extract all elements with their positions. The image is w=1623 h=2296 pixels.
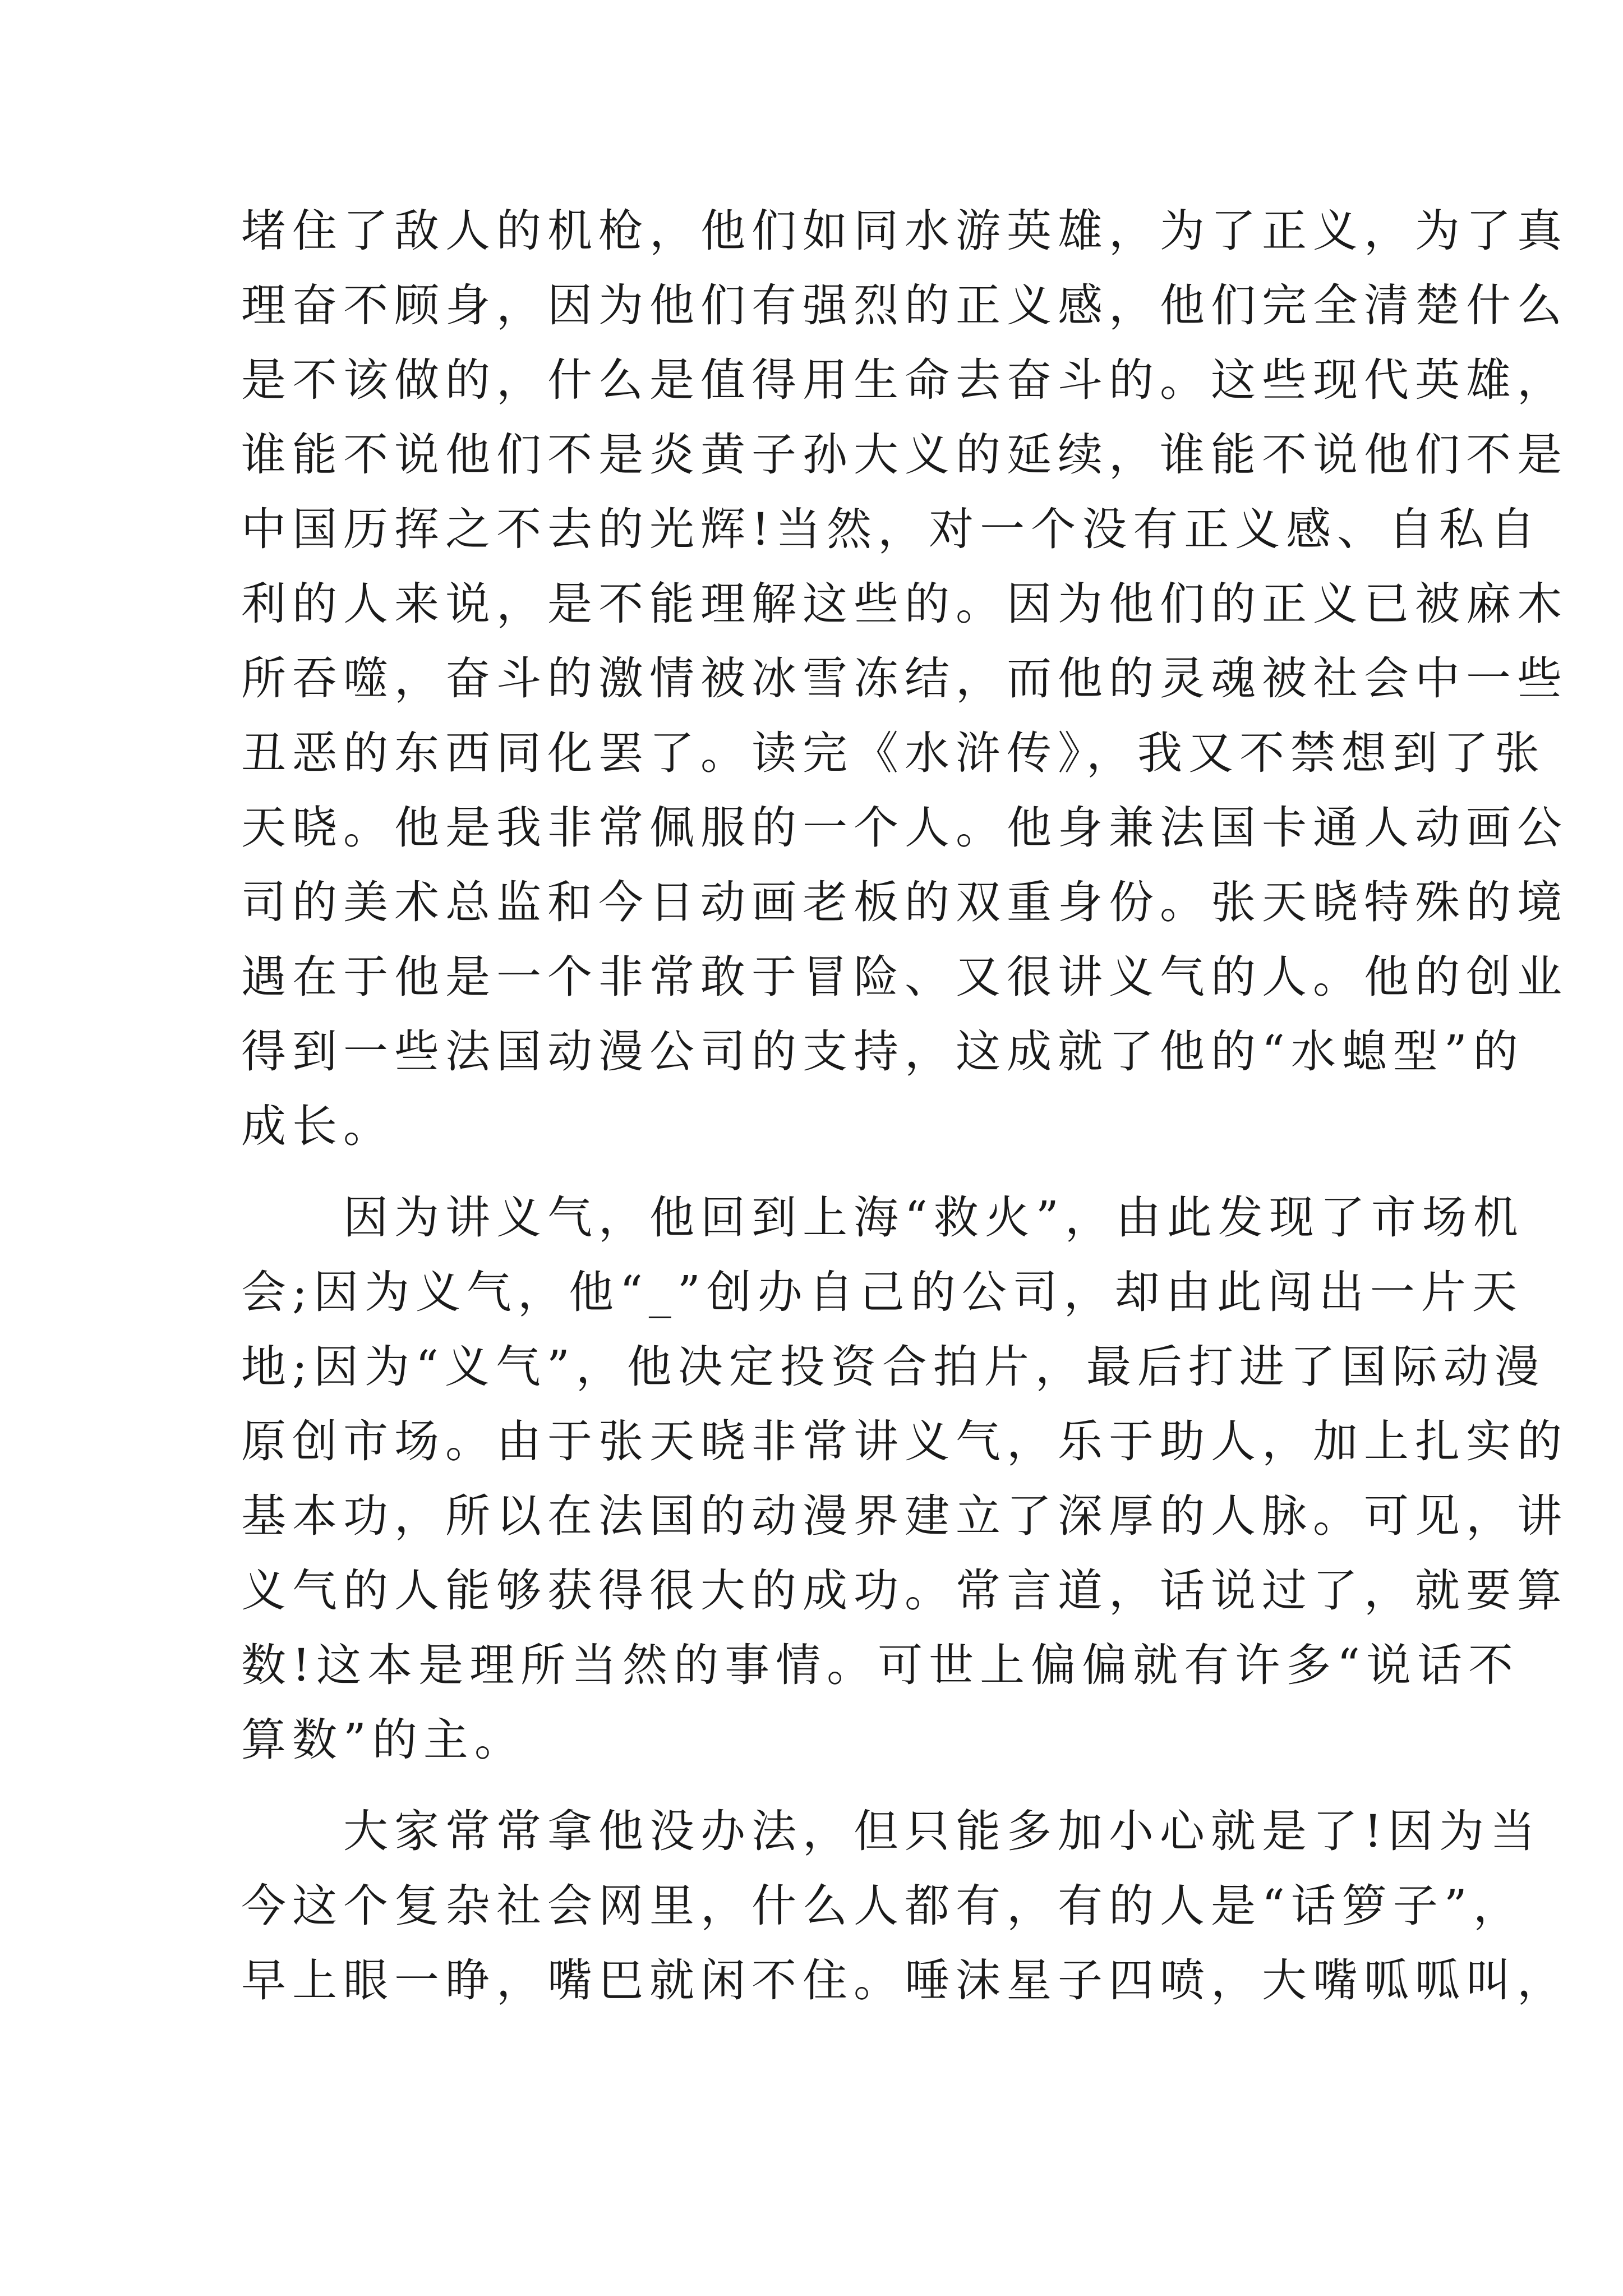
paragraph-2 <box>241 1180 1568 1777</box>
text-line: 谁能不说他们不是炎黄子孙大义的延续，谁能不说他们不是 <box>241 429 1568 481</box>
text-line: 数!这本是理所当然的事情。可世上偏偏就有许多“说话不 <box>241 1639 1520 1691</box>
text-line: 理奋不顾身，因为他们有强烈的正义感，他们完全清楚什么 <box>241 279 1568 332</box>
text-line: 地;因为“义气”，他决定投资合拍片，最后打进了国际动漫 <box>241 1341 1546 1393</box>
text-line: 会;因为义气，他“_”创办自己的公司，却由此闯出一片天 <box>241 1266 1523 1318</box>
text-line: 是不该做的，什么是值得用生命去奋斗的。这些现代英雄， <box>241 354 1568 406</box>
text-line: 原创市场。由于张天晓非常讲义气，乐于助人，加上扎实的 <box>241 1415 1568 1467</box>
text-line: 算数”的主。 <box>241 1714 525 1766</box>
text-line: 大家常常拿他没办法，但只能多加小心就是了!因为当 <box>241 1805 1542 1857</box>
text-line: 丑恶的东西同化罢了。读完《水浒传》，我又不禁想到了张 <box>241 727 1546 779</box>
text-line: 所吞噬，奋斗的激情被冰雪冻结，而他的灵魂被社会中一些 <box>241 652 1568 705</box>
paragraph-1 <box>241 194 1568 1163</box>
paragraph-spacer <box>241 1777 1385 1794</box>
text-line: 堵住了敌人的机枪，他们如同水游英雄，为了正义，为了真 <box>241 205 1568 257</box>
text-line: 司的美术总监和今日动画老板的双重身份。张天晓特殊的境 <box>241 876 1568 928</box>
body-text <box>241 194 1568 2018</box>
text-line: 基本功，所以在法国的动漫界建立了深厚的人脉。可见，讲 <box>241 1490 1568 1542</box>
paragraph-spacer <box>241 1163 1385 1180</box>
text-line: 因为讲义气，他回到上海“救火”，由此发现了市场机 <box>241 1191 1524 1244</box>
text-line: 得到一些法国动漫公司的支持，这成就了他的“水螅型”的 <box>241 1025 1524 1078</box>
text-line: 天晓。他是我非常佩服的一个人。他身兼法国卡通人动画公 <box>241 802 1568 854</box>
text-line: 义气的人能够获得很大的成功。常言道，话说过了，就要算 <box>241 1565 1568 1617</box>
text-line: 中国历挥之不去的光辉!当然，对一个没有正义感、自私自 <box>241 503 1542 555</box>
text-line: 遇在于他是一个非常敢于冒险、又很讲义气的人。他的创业 <box>241 951 1568 1003</box>
paragraph-3 <box>241 1794 1568 2018</box>
text-line: 今这个复杂社会网里，什么人都有，有的人是“话箩子”， <box>241 1880 1524 1932</box>
text-line: 利的人来说，是不能理解这些的。因为他们的正义已被麻木 <box>241 578 1568 630</box>
text-line: 成长。 <box>241 1100 394 1152</box>
text-line: 早上眼一睁，嘴巴就闲不住。唾沫星子四喷，大嘴呱呱叫， <box>241 1954 1568 2007</box>
